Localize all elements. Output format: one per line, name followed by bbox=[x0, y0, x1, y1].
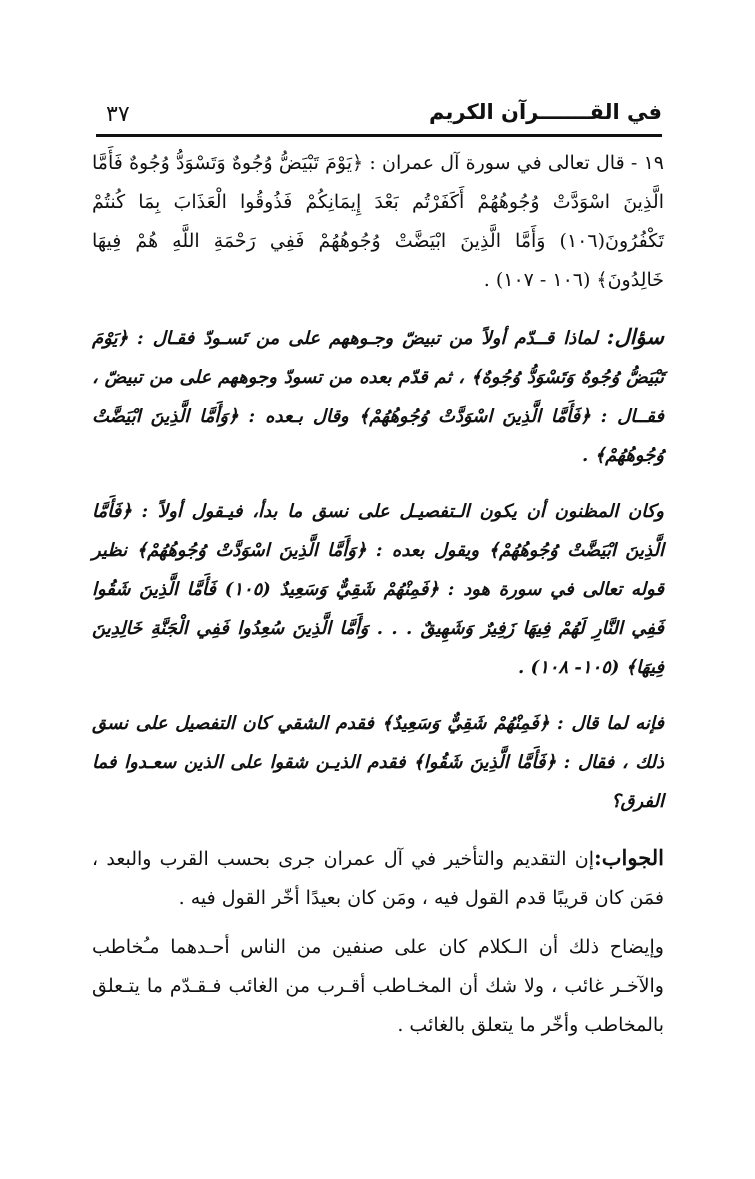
page-header bbox=[96, 100, 662, 137]
paragraph-expectation: وكان المظنون أن يكون الـتفصيـل على نسق ما بدأ، فيـقول أولاً : ﴿فَأَمَّا الَّذِينَ ابْيَضَّتْ وُجُوهُهُمْ﴾ ويقول بعده : ﴿وَأَمَّا الَّذِينَ اسْوَدَّتْ وُجُوهُهُمْ﴾ نظير قوله تعالى في سورة هود : ﴿فَمِنْهُمْ شَقِيٌّ وَسَعِيدٌ (١٠٥) فَأَمَّا الَّذِينَ شَقُوا فَفِي النَّارِ لَهُمْ فِيهَا زَفِيرٌ وَشَهِيقٌ . . . وَأَمَّا الَّذِينَ سُعِدُوا فَفِي الْجَنَّةِ خَالِدِينَ فِيهَا﴾ (١٠٥- ١٠٨) . bbox=[92, 501, 664, 678]
paragraph-question bbox=[92, 317, 664, 475]
answer-text: إن التقديم والتأخير في آل عمران جرى بحسب القرب والبعد ، فمَن كان قريبًا قدم القول فيه ، ومَن كان بعيدًا أخّر القول فيه . bbox=[92, 848, 664, 909]
running-title: في القـــــــرآن الكريم bbox=[429, 100, 662, 124]
question-label: سؤال: bbox=[606, 324, 664, 349]
question-text: لماذا قــدّم أولاً من تبيضّ وجـوههم على من تَسـودّ فقـال : ﴿يَوْمَ تَبْيَضُّ وُجُوهٌ وَتَسْوَدُّ وُجُوهٌ﴾ ، ثم قدّم بعده من تسودّ وجوههم على من تبيضّ ، فقــال : ﴿فَأَمَّا الَّذِينَ اسْوَدَّتْ وُجُوهُهُمْ﴾ وقال بـعده : ﴿وَأَمَّا الَّذِينَ ابْيَضَّتْ وُجُوهُهُمْ﴾ . bbox=[92, 328, 664, 466]
paragraph-verse-19: ١٩ - قال تعالى في سورة آل عمران : ﴿يَوْمَ تَبْيَضُّ وُجُوهٌ وَتَسْوَدُّ وُجُوهٌ فَأَمَّا الَّذِينَ اسْوَدَّتْ وُجُوهُهُمْ أَكَفَرْتُم بَعْدَ إِيمَانِكُمْ فَذُوقُوا الْعَذَابَ بِمَا كُنتُمْ تَكْفُرُونَ(١٠٦) وَأَمَّا الَّذِينَ ابْيَضَّتْ وُجُوهُهُمْ فَفِي رَحْمَةِ اللَّهِ هُمْ فِيهَا خَالِدُونَ﴾ (١٠٦ - ١٠٧) . bbox=[92, 152, 664, 291]
paragraph-explanation: وإيضاح ذلك أن الـكلام كان على صنفين من الناس أحـدهما مـُخاطب والآخـر غائب ، ولا شك أن المخـاطب أقـرب من الغائب فـقـدّم ما يتـعلق بالمخاطب وأخّر ما يتعلق بالغائب . bbox=[92, 936, 664, 1036]
page-body bbox=[92, 144, 664, 1045]
question-mark: ؟ bbox=[610, 791, 621, 812]
comparison-text: فإنه لما قال : ﴿فَمِنْهُمْ شَقِيٌّ وَسَعِيدٌ﴾ فقدم الشقي كان التفصيل على نسق ذلك ، فقال : ﴿فَأَمَّا الَّذِينَ شَقُوا﴾ فقدم الذيـن شقوا على الذين سعـدوا فما الفرق bbox=[92, 713, 664, 812]
paragraph-comparison bbox=[92, 704, 664, 821]
paragraph-answer bbox=[92, 838, 664, 918]
page-number: ٣٧ bbox=[106, 102, 130, 127]
answer-label: الجواب: bbox=[594, 845, 664, 870]
